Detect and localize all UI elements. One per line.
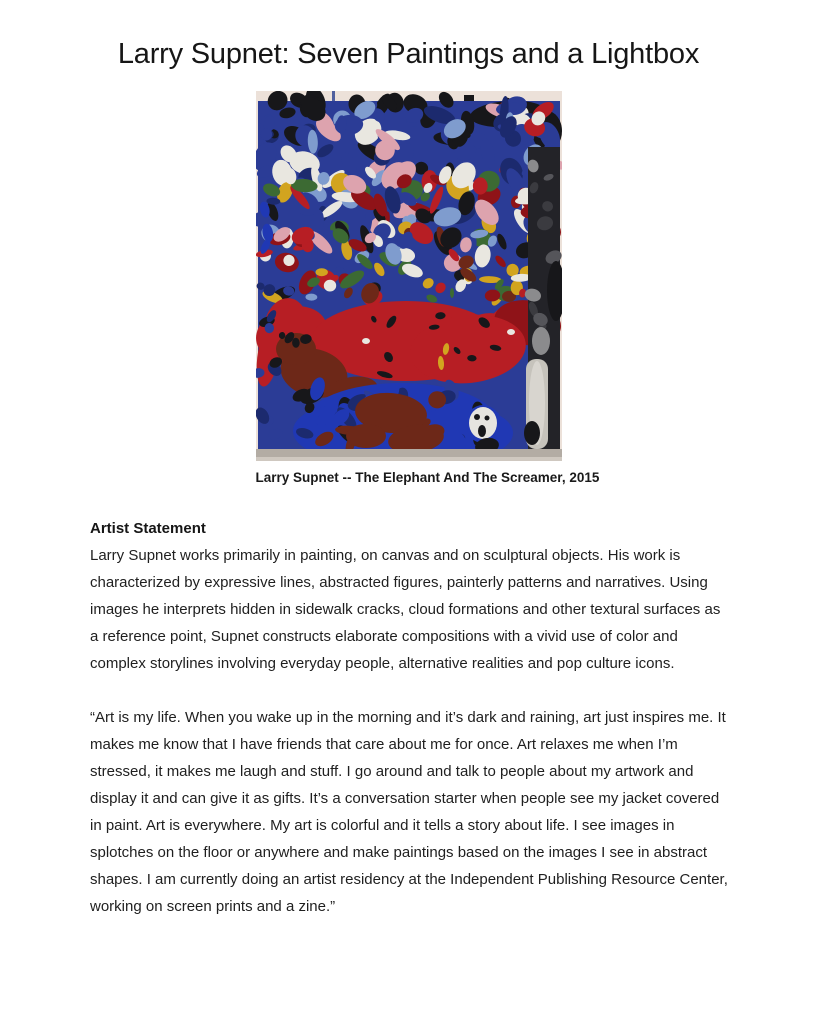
painting-image [256, 91, 562, 461]
artist-quote-paragraph: “Art is my life. When you wake up in the morning and it’s dark and raining, art just inspires me. It makes me know that I have friends that care about me for once. Art relaxes me when I’m stressed, it makes me laugh and stuff. I go around and talk to people about my artwork and display it and can give it as gifts. It’s a conversation starter when people see my jacket covered in paint. Art is everywhere. My art is colorful and it tells a story about life. I see images in splotches on the floor or anywhere and make paintings based on the images I see in abstract shapes. I am currently doing an artist residency at the Independent Publishing Resource Center, working on screen prints and a zine.” [90, 709, 728, 915]
painting-figure [255, 91, 600, 485]
artist-statement-paragraph: Larry Supnet works primarily in painting, on canvas and on sculptural objects. His work is characterized by expressive lines, abstracted figures, painterly patterns and narratives. Using images he interprets hidden in sidewalk cracks, cloud formations and other textural surfaces as a reference point, Supnet constructs elaborate compositions with a vivid use of color and complex storylines involving everyday people, alternative realities and pop culture icons. [90, 547, 721, 672]
painting-caption: Larry Supnet -- The Elephant And The Screamer, 2015 [255, 470, 600, 485]
artist-statement-heading: Artist Statement [90, 520, 206, 537]
page-title: Larry Supnet: Seven Paintings and a Lightbox [117, 38, 700, 70]
artist-statement-section [90, 515, 729, 920]
